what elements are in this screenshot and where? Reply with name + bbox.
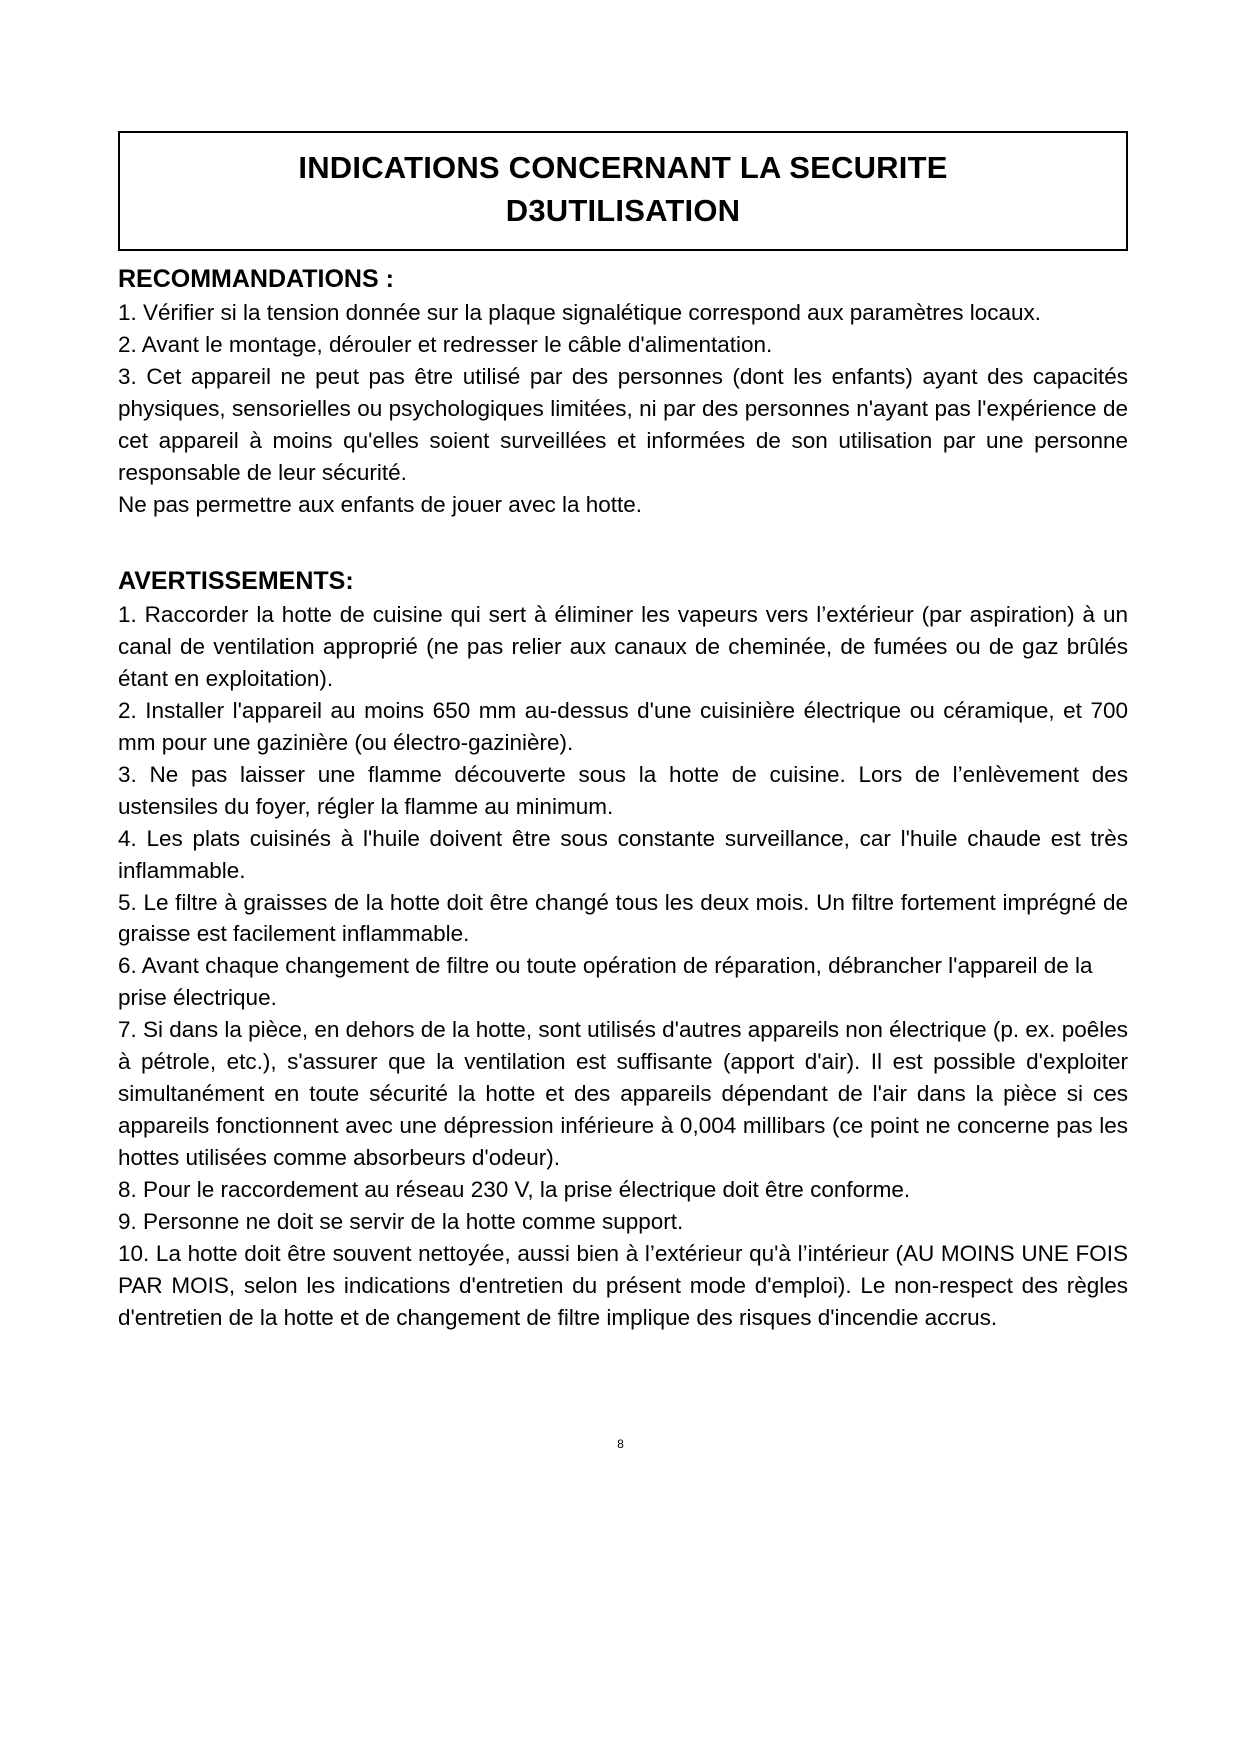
document-title-box bbox=[118, 131, 1128, 251]
avertissement-item-10: 10. La hotte doit être souvent nettoyée, aussi bien à l’extérieur qu'à l’intérieur (AU MOINS UNE FOIS PAR MOIS, selon les indications d'entretien du présent mode d'emploi). Le non-respect des règles d'entretien de la hotte et de changement de filtre implique des risques d'incendie accrus. bbox=[118, 1240, 1128, 1330]
page-number: 8 bbox=[617, 1437, 624, 1451]
avertissement-item-8: 8. Pour le raccordement au réseau 230 V, la prise électrique doit être conforme. bbox=[118, 1176, 911, 1202]
page-title-line-2: D3UTILISATION bbox=[505, 192, 741, 228]
avertissement-item-4: 4. Les plats cuisinés à l'huile doivent être sous constante surveillance, car l'huile chaude est très inflammable. bbox=[118, 825, 1128, 883]
section-heading-recommandations: RECOMMANDATIONS : bbox=[118, 264, 394, 293]
document-content bbox=[118, 131, 1128, 1334]
recommandation-item-1: 1. Vérifier si la tension donnée sur la plaque signalétique correspond aux paramètres locaux. bbox=[118, 300, 1042, 326]
avertissement-item-3: 3. Ne pas laisser une flamme découverte sous la hotte de cuisine. Lors de l’enlèvement des ustensiles du foyer, régler la flamme au minimum. bbox=[118, 761, 1128, 819]
avertissement-item-9: 9. Personne ne doit se servir de la hotte comme support. bbox=[118, 1208, 684, 1234]
avertissement-item-2: 2. Installer l'appareil au moins 650 mm au-dessus d'une cuisinière électrique ou céramique, et 700 mm pour une gazinière (ou électro-gazinière). bbox=[118, 697, 1128, 755]
recommandation-item-3: 3. Cet appareil ne peut pas être utilisé par des personnes (dont les enfants) ayant des capacités physiques, sensorielles ou psychologiques limitées, ni par des personnes n'ayant pas l'expérience de cet appareil à moins qu'elles soient surveillées et informées de son utilisation par une personne responsable de leur sécurité. bbox=[118, 363, 1128, 485]
avertissement-item-1: 1. Raccorder la hotte de cuisine qui sert à éliminer les vapeurs vers l’extérieur (par aspiration) à un canal de ventilation approprié (ne pas relier aux canaux de cheminée, de fumées ou de gaz brûlés étant en exploitation). bbox=[118, 602, 1128, 691]
section-heading-avertissements: AVERTISSEMENTS: bbox=[118, 566, 354, 595]
avertissement-item-6: 6. Avant chaque changement de filtre ou toute opération de réparation, débrancher l'appareil de la prise électrique. bbox=[118, 953, 1093, 1011]
avertissement-item-5: 5. Le filtre à graisses de la hotte doit être changé tous les deux mois. Un filtre fortement imprégné de graisse est facilement inflammable. bbox=[118, 889, 1128, 947]
recommandation-item-4: Ne pas permettre aux enfants de jouer avec la hotte. bbox=[118, 491, 643, 517]
recommandation-item-2: 2. Avant le montage, dérouler et redresser le câble d'alimentation. bbox=[118, 331, 773, 357]
page-title-line-1: INDICATIONS CONCERNANT LA SECURITE bbox=[298, 150, 948, 185]
avertissement-item-7: 7. Si dans la pièce, en dehors de la hotte, sont utilisés d'autres appareils non électrique (p. ex. poêles à pétrole, etc.), s'assurer que la ventilation est suffisante (apport d'air). Il est possible d'exploiter simultanément en toute sécurité la hotte et des appareils dépendant de l'air dans la pièce si ces appareils fonctionnent avec une dépression inférieure à 0,004 millibars (ce point ne concerne pas les hottes utilisées comme absorbeurs d'odeur). bbox=[118, 1017, 1128, 1171]
